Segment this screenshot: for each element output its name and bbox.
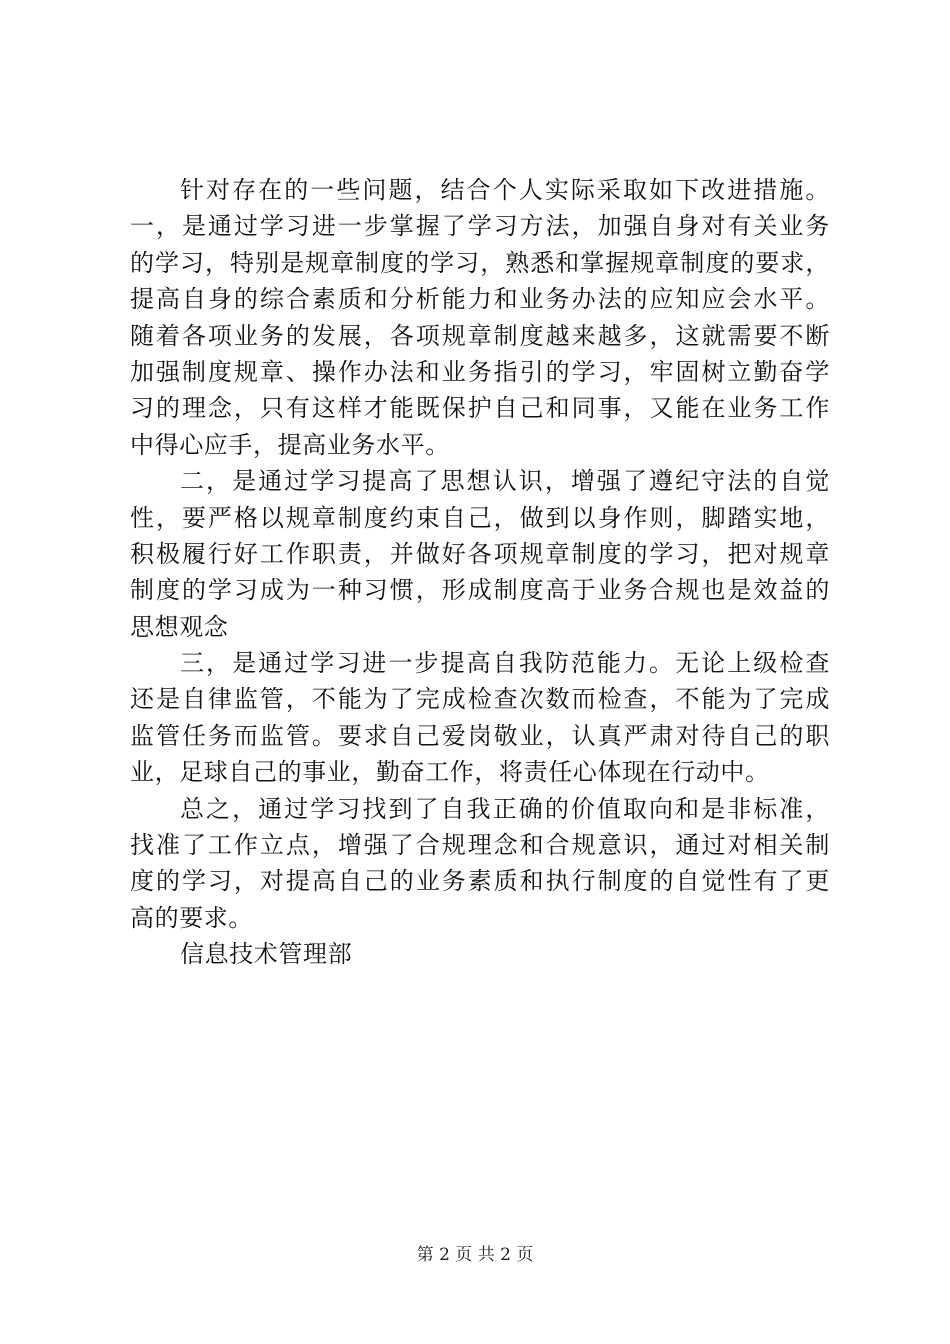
text-line: 三，是通过学习进一步提高自我防范能力。无论上级检查 [180,649,830,678]
text-line: 提高自身的综合素质和分析能力和业务办法的应知应会水平。 [130,285,830,314]
text-line: 监管任务而监管。要求自己爱岗敬业，认真严肃对待自己的职 [130,721,830,750]
text-line: 加强制度规章、操作办法和业务指引的学习，牢固树立勤奋学 [130,357,830,386]
document-body [130,172,830,973]
text-line: 业，足球自己的事业，勤奋工作，将责任心体现在行动中。 [130,758,770,787]
text-line: 一，是通过学习进一步掌握了学习方法，加强自身对有关业务 [130,212,830,241]
text-line: 积极履行好工作职责，并做好各项规章制度的学习，把对规章 [130,539,830,568]
text-line: 高的要求。 [130,903,253,932]
signature-department: 信息技术管理部 [180,940,353,969]
text-line: 制度的学习成为一种习惯，形成制度高于业务合规也是效益的 [130,576,830,605]
text-line: 中得心应手，提高业务水平。 [130,430,450,459]
text-line: 针对存在的一些问题，结合个人实际采取如下改进措施。 [180,176,830,204]
text-line: 还是自律监管，不能为了完成检查次数而检查，不能为了完成 [130,685,830,714]
text-line: 随着各项业务的发展，各项规章制度越来越多，这就需要不断 [130,321,830,350]
text-line: 的学习，特别是规章制度的学习，熟悉和掌握规章制度的要求， [130,248,830,277]
text-line: 思想观念 [130,612,229,641]
text-line: 找准了工作立点，增强了合规理念和合规意识，通过对相关制 [130,831,830,860]
text-line: 二，是通过学习提高了思想认识，增强了遵纪守法的自觉 [180,467,830,496]
text-line: 度的学习，对提高自己的业务素质和执行制度的自觉性有了更 [130,867,830,896]
text-line: 习的理念，只有这样才能既保护自己和同事，又能在业务工作 [130,394,830,423]
text-line: 性，要严格以规章制度约束自己，做到以身作则，脚踏实地， [130,503,830,532]
page-footer: 第 2 页 共 2 页 [416,1245,534,1265]
text-line: 总之，通过学习找到了自我正确的价值取向和是非标准， [180,794,830,823]
